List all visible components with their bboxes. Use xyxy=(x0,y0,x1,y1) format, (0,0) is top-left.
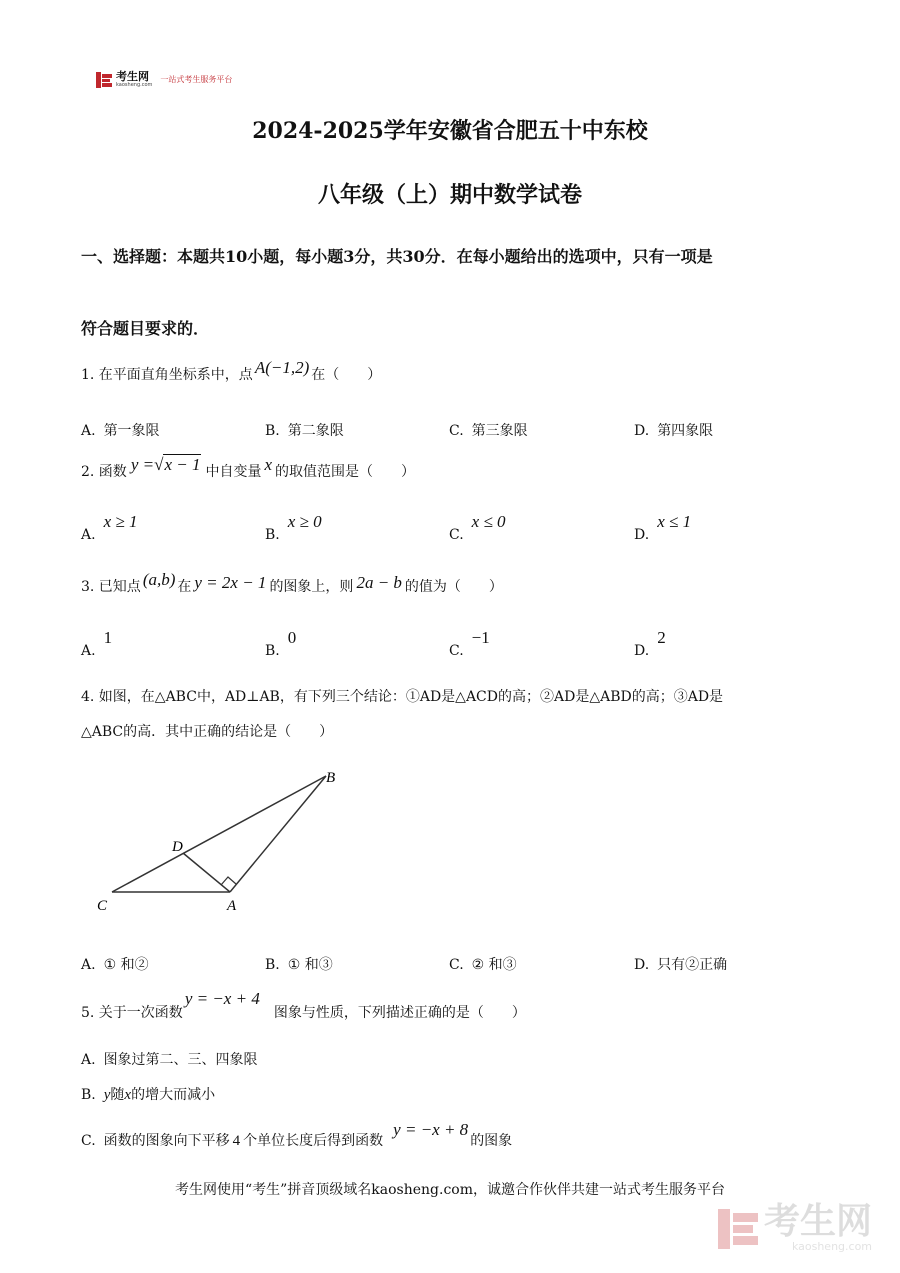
q3-option-d[interactable] xyxy=(634,628,666,659)
question-3 xyxy=(81,570,503,596)
option-label: B. xyxy=(265,527,280,543)
q3-stem-end: 的值为（ ） xyxy=(404,579,503,595)
option-text: 第一象限 xyxy=(103,423,160,439)
option-label: B. xyxy=(265,423,280,439)
label-d: D xyxy=(172,839,183,855)
option-text: 的增大而减小 xyxy=(131,1087,216,1103)
segment-ad xyxy=(183,853,230,892)
option-label: D. xyxy=(634,643,650,659)
option-math: y = −x + 8 xyxy=(393,1120,469,1139)
q5-stem-end: 图象与性质，下列描述正确的是（ ） xyxy=(273,1005,526,1021)
option-math: 4 xyxy=(232,1133,241,1149)
q5-func: y = −x + 4 xyxy=(184,989,260,1008)
q1-point: A(−1,2) xyxy=(254,358,310,377)
logo-domain: kaosheng.com xyxy=(116,82,153,88)
option-label: C. xyxy=(81,1133,96,1149)
logo-icon xyxy=(96,72,112,88)
q2-option-b[interactable] xyxy=(265,512,322,543)
q5-option-c[interactable] xyxy=(81,1120,513,1150)
q3-stem-mid: 在 xyxy=(177,579,192,595)
option-label: B. xyxy=(265,957,280,973)
q2-radicand: x − 1 xyxy=(164,455,201,474)
option-label: A. xyxy=(81,527,96,543)
option-text: 函数的图象向下平移 xyxy=(103,1133,230,1149)
q3-stem: 3. 已知点 xyxy=(81,579,141,595)
q2-stem-mid: 中自变量 xyxy=(205,464,262,480)
question-4-cont: △ABC的高．其中正确的结论是（ ） xyxy=(81,724,334,740)
option-text: 第四象限 xyxy=(657,423,714,439)
option-text: 第三象限 xyxy=(471,423,528,439)
option-math: x ≤ 1 xyxy=(657,512,692,531)
option-text: ② 和③ xyxy=(471,957,517,973)
option-math: x ≥ 0 xyxy=(287,512,322,531)
option-math: 1 xyxy=(103,628,113,647)
q1-option-a[interactable] xyxy=(81,420,160,440)
page-footer: 考生网使用“考生”拼音顶级域名kaosheng.com，诚邀合作伙伴共建一站式考生服务平台 xyxy=(174,1182,726,1198)
question-1 xyxy=(81,358,382,384)
q2-stem: 2. 函数 xyxy=(81,464,127,480)
q5-option-b[interactable] xyxy=(81,1084,215,1104)
option-label: C. xyxy=(449,957,464,973)
option-label: C. xyxy=(449,643,464,659)
q1-option-b[interactable] xyxy=(265,420,344,440)
q4-option-d[interactable] xyxy=(634,954,727,974)
option-math: x ≥ 1 xyxy=(103,512,138,531)
right-angle-mark xyxy=(221,877,236,885)
option-label: C. xyxy=(449,527,464,543)
option-text: 图象过第二、三、四象限 xyxy=(103,1052,258,1068)
watermark-domain: kaosheng.com xyxy=(791,1240,873,1253)
segment-cb xyxy=(112,776,326,892)
segment-ab xyxy=(230,776,326,892)
label-c: C xyxy=(97,898,108,914)
option-text: ① 和③ xyxy=(287,957,333,973)
q1-option-c[interactable] xyxy=(449,420,528,440)
option-math: −1 xyxy=(471,628,490,647)
option-text: 第二象限 xyxy=(287,423,344,439)
option-label: D. xyxy=(634,957,650,973)
option-label: C. xyxy=(449,423,464,439)
option-text: 个单位长度后得到函数 xyxy=(243,1133,384,1149)
section-heading-cont: 符合题目要求的． xyxy=(81,319,210,338)
option-label: B. xyxy=(265,643,280,659)
q5-option-a[interactable] xyxy=(81,1049,258,1069)
section-heading: 一、选择题：本题共10小题，每小题3分，共30分．在每小题给出的选项中，只有一项是 xyxy=(81,247,713,266)
q3-option-c[interactable] xyxy=(449,628,490,659)
q3-option-b[interactable] xyxy=(265,628,297,659)
triangle-figure xyxy=(90,760,360,920)
sqrt-icon: √ xyxy=(154,455,164,474)
header-slogan: 一站式考生服务平台 xyxy=(160,75,233,84)
question-4: 4. 如图，在△ABC中，AD⊥AB，有下列三个结论：①AD是△ACD的高；②AD是△ABD的高；③AD是 xyxy=(81,689,724,705)
watermark-logo-icon xyxy=(718,1209,758,1249)
option-text: 只有②正确 xyxy=(657,957,728,973)
label-b: B xyxy=(326,770,336,786)
q3-option-a[interactable] xyxy=(81,628,113,659)
option-text: ① 和② xyxy=(103,957,149,973)
logo-text: 考生网 xyxy=(116,70,149,83)
label-a: A xyxy=(227,898,237,914)
q4-option-c[interactable] xyxy=(449,954,517,974)
q3-expr: 2a − b xyxy=(356,573,402,592)
q4-option-b[interactable] xyxy=(265,954,333,974)
q2-var: x xyxy=(264,455,273,474)
option-label: D. xyxy=(634,527,650,543)
option-math: 2 xyxy=(657,628,666,647)
watermark xyxy=(718,1201,873,1253)
q2-option-d[interactable] xyxy=(634,512,692,543)
option-label: A. xyxy=(81,423,96,439)
option-label: A. xyxy=(81,643,96,659)
option-math: 0 xyxy=(287,628,297,647)
q4-option-a[interactable] xyxy=(81,954,149,974)
option-label: D. xyxy=(634,423,650,439)
option-math: y xyxy=(103,1087,111,1103)
question-5 xyxy=(81,989,526,1022)
option-label: B. xyxy=(81,1087,96,1103)
option-text: 随 xyxy=(110,1087,125,1103)
q1-stem-end: 在（ ） xyxy=(311,367,382,383)
q1-stem: 1. 在平面直角坐标系中，点 xyxy=(81,367,253,383)
option-label: A. xyxy=(81,1052,96,1068)
q2-option-c[interactable] xyxy=(449,512,506,543)
q5-stem: 5. 关于一次函数 xyxy=(81,1005,183,1021)
option-text: 的图象 xyxy=(470,1133,513,1149)
exam-title-line1: 2024-2025学年安徽省合肥五十中东校 xyxy=(252,118,648,144)
question-2 xyxy=(81,455,416,481)
q1-option-d[interactable] xyxy=(634,420,713,440)
watermark-text: 考生网 xyxy=(764,1201,873,1242)
option-math: x ≤ 0 xyxy=(471,512,506,531)
header-logo xyxy=(96,71,232,88)
q3-point: (a,b) xyxy=(142,570,176,589)
q3-func: y = 2x − 1 xyxy=(194,573,267,592)
option-math: x xyxy=(124,1087,132,1103)
q2-stem-end: 的取值范围是（ ） xyxy=(275,464,416,480)
exam-title-line2: 八年级（上）期中数学试卷 xyxy=(317,182,582,208)
q3-stem-mid2: 的图象上，则 xyxy=(269,579,354,595)
q2-option-a[interactable] xyxy=(81,512,138,543)
option-label: A. xyxy=(81,957,96,973)
q2-func-y: y = xyxy=(130,455,155,474)
